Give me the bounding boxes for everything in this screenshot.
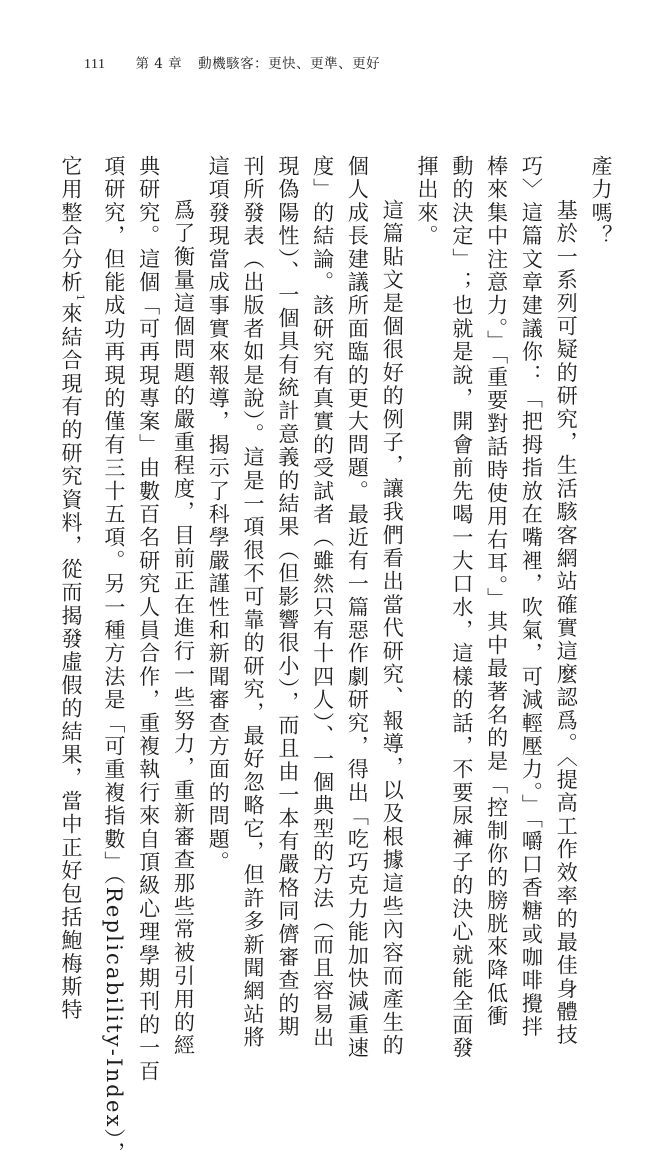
text-line: 個人成長建議所面臨的更大問題。最近有一篇惡作劇研究，得出「吃巧克力能加快減重速: [345, 155, 370, 1060]
running-header: [84, 52, 380, 74]
text-line: 典研究。這個「可再現專案」由數百名研究人員合作，重複執行來自頂級心理學期刊的一百: [136, 155, 161, 1083]
footnote-reference: 1: [74, 294, 86, 303]
text-line: 現偽陽性）、一個具有統計意義的結果（但影響很小），而且由一本有嚴格同儕審查的期: [275, 155, 300, 1039]
page-number: 111: [84, 57, 106, 72]
body-text: [59, 155, 613, 1165]
text-line: 這項發現當成事實來報導，揭示了科學嚴謹性和新聞審查方面的問題。: [206, 155, 231, 875]
chapter-label: 第 4 章: [135, 56, 183, 72]
text-line: 揮出來。: [415, 155, 440, 248]
text-line-with-footnote: [59, 155, 91, 1022]
text-line: 項研究，但能成功再現的僅有三十五項。另一種方法是「可重複指數」（Replicability-Index），: [101, 155, 126, 1165]
chapter-title: 動機駭客：更快、更準、更好: [198, 56, 381, 72]
text-segment: 來結合現有的研究資料，從而揭發虛假的結果，當中正好包括鮑梅斯特: [59, 302, 84, 1022]
text-line: 基於一系列可疑的研究，生活駭客網站確實這麼認爲。〈提高工作效率的最佳身體技: [554, 199, 579, 1047]
text-segment: 它用整合分析: [59, 155, 84, 295]
text-line: 動的決定」；也就是說，開會前先喝一大口水，這樣的話，不要尿褲子的決心就能全面發: [449, 155, 474, 1060]
text-line: 產力嗎？: [589, 155, 613, 248]
text-line: 刊所發表（出版者如是說）。這是一項很不可靠的研究，最好忽略它，但許多新聞網站將: [241, 155, 266, 1050]
text-line: 巧〉這篇文章建議你：「把拇指放在嘴裡，吹氣，可減輕壓力。」「嚼口香糖或咖啡攪拌: [519, 155, 544, 1039]
text-line: 爲了衡量這個問題的嚴重程度，目前正在進行一些努力，重新審查那些常被引用的經: [171, 199, 196, 1058]
text-line: 這篇貼文是個很好的例子，讓我們看出當代研究、報導，以及根據這些內容而產生的: [380, 199, 405, 1058]
text-line: 度」的結論。該研究有真實的受試者（雖然只有十四人）、一個典型的方法（而且容易出: [310, 155, 335, 1050]
text-line: 棒來集中注意力。」「重要對話時使用右耳。」其中最著名的是「控制你的膀胱來降低衝: [484, 155, 509, 1029]
